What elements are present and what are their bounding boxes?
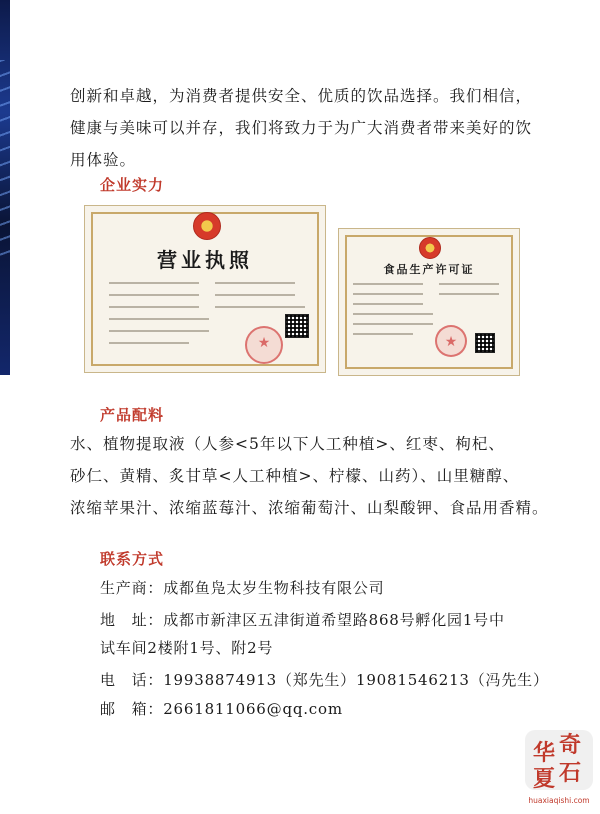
watermark-logo xyxy=(523,728,595,808)
contact-heading: 联系方式 xyxy=(100,550,165,568)
national-emblem-icon xyxy=(419,237,441,259)
address-value-line2: 试车间2楼附1号、附2号 xyxy=(100,639,274,657)
contact-producer xyxy=(100,572,560,604)
email-value: 2661811066@qq.com xyxy=(163,700,343,718)
address-label: 地 址： xyxy=(100,611,164,629)
ingredients-line: 砂仁、黄精、炙甘草<人工种植>、柠檬、山药）、山里糖醇、 xyxy=(70,467,520,485)
phone-label: 电 话： xyxy=(100,671,164,689)
ingredients-paragraph xyxy=(70,428,570,524)
watermark-url: huaxiaqishi.com xyxy=(528,796,590,805)
svg-text:华: 华 xyxy=(533,740,556,766)
business-license-image xyxy=(84,205,326,373)
license-qr-code xyxy=(285,314,309,338)
national-emblem-icon xyxy=(193,212,221,240)
phone-value: 19938874913（郑先生）19081546213（冯先生） xyxy=(163,671,549,689)
email-label: 邮 箱： xyxy=(100,700,164,718)
left-decoration-strip xyxy=(0,0,10,375)
license-title: 营业执照 xyxy=(157,248,253,272)
svg-text:奇: 奇 xyxy=(559,732,582,758)
intro-line: 创新和卓越，为消费者提供安全、优质的饮品选择。我们相信， xyxy=(70,87,533,105)
ingredients-line: 浓缩苹果汁、浓缩蓝莓汁、浓缩葡萄汁、山梨酸钾、食品用香精。 xyxy=(70,499,549,517)
strength-heading: 企业实力 xyxy=(100,176,165,194)
food-permit-image xyxy=(338,228,520,376)
svg-text:石: 石 xyxy=(559,760,582,786)
ingredients-heading: 产品配料 xyxy=(100,406,165,424)
address-value-line1: 成都市新津区五津街道希望路868号孵化园1号中 xyxy=(163,611,505,629)
permit-qr-code xyxy=(475,333,495,353)
permit-seal xyxy=(435,325,467,357)
ingredients-line: 水、植物提取液（人参<5年以下人工种植>、红枣、枸杞、 xyxy=(70,435,505,453)
producer-value: 成都鱼凫太岁生物科技有限公司 xyxy=(163,579,385,597)
contact-address-cont xyxy=(100,632,560,664)
contact-email xyxy=(100,693,560,725)
permit-title: 食品生产许可证 xyxy=(383,263,475,276)
intro-line: 健康与美味可以并存，我们将致力于为广大消费者带来美好的饮 xyxy=(70,119,533,137)
intro-paragraph xyxy=(70,80,540,176)
svg-text:夏: 夏 xyxy=(533,766,556,792)
license-seal xyxy=(245,326,283,364)
producer-label: 生产商： xyxy=(100,579,164,597)
contact-phone xyxy=(100,664,560,696)
intro-line: 用体验。 xyxy=(70,151,137,169)
